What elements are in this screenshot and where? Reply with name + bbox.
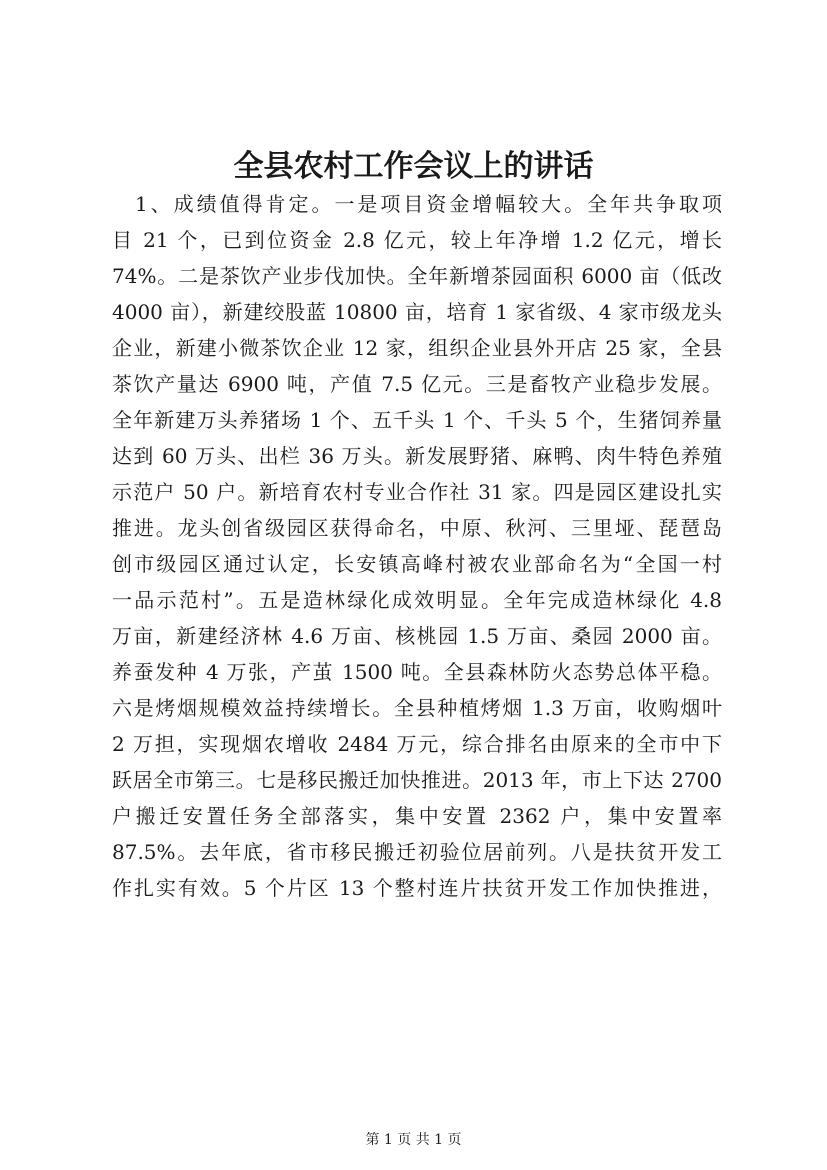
body-line: 一品示范村”。五是造林绿化成效明显。全年完成造林绿化 4.8 [112,588,722,612]
body-line: 茶饮产量达 6900 吨，产值 7.5 亿元。三是畜牧产业稳步发展。 [112,372,722,396]
body-line: 达到 60 万头、出栏 36 万头。新发展野猪、麻鸭、肉牛特色养殖 [112,444,722,468]
body-line: 户搬迁安置任务全部落实，集中安置 2362 户，集中安置率 [112,804,722,828]
body-line: 74%。二是茶饮产业步伐加快。全年新增茶园面积 6000 亩（低改 [112,264,722,288]
page-footer: 第 1 页 共 1 页 [365,1132,462,1148]
body-line: 作扎实有效。5 个片区 13 个整村连片扶贫开发工作加快推进， [112,876,722,900]
body-line: 87.5%。去年底，省市移民搬迁初验位居前列。八是扶贫开发工 [112,840,722,864]
body-line: 1、成绩值得肯定。一是项目资金增幅较大。全年共争取项 [112,192,722,216]
body-line: 4000 亩），新建绞股蓝 10800 亩，培育 1 家省级、4 家市级龙头 [112,300,722,324]
body-line: 示范户 50 户。新培育农村专业合作社 31 家。四是园区建设扎实 [112,480,722,504]
body-line: 企业，新建小微茶饮企业 12 家，组织企业县外开店 25 家，全县 [112,336,722,360]
body-line: 创市级园区通过认定，长安镇高峰村被农业部命名为“全国一村 [112,552,722,576]
body-line: 2 万担，实现烟农增收 2484 万元，综合排名由原来的全市中下 [112,732,722,756]
body-line: 推进。龙头创省级园区获得命名，中原、秋河、三里垭、琵琶岛 [112,516,722,540]
body-line: 全年新建万头养猪场 1 个、五千头 1 个、千头 5 个，生猪饲养量 [112,408,722,432]
body-line: 万亩，新建经济林 4.6 万亩、核桃园 1.5 万亩、桑园 2000 亩。 [112,624,722,648]
document-body [112,186,722,906]
body-line: 跃居全市第三。七是移民搬迁加快推进。2013 年，市上下达 2700 [112,768,722,792]
body-line: 养蚕发种 4 万张，产茧 1500 吨。全县森林防火态势总体平稳。 [112,660,722,684]
body-line: 六是烤烟规模效益持续增长。全县种植烤烟 1.3 万亩，收购烟叶 [112,696,722,720]
body-line: 目 21 个，已到位资金 2.8 亿元，较上年净增 1.2 亿元，增长 [112,228,722,252]
document-title: 全县农村工作会议上的讲话 [233,149,594,184]
